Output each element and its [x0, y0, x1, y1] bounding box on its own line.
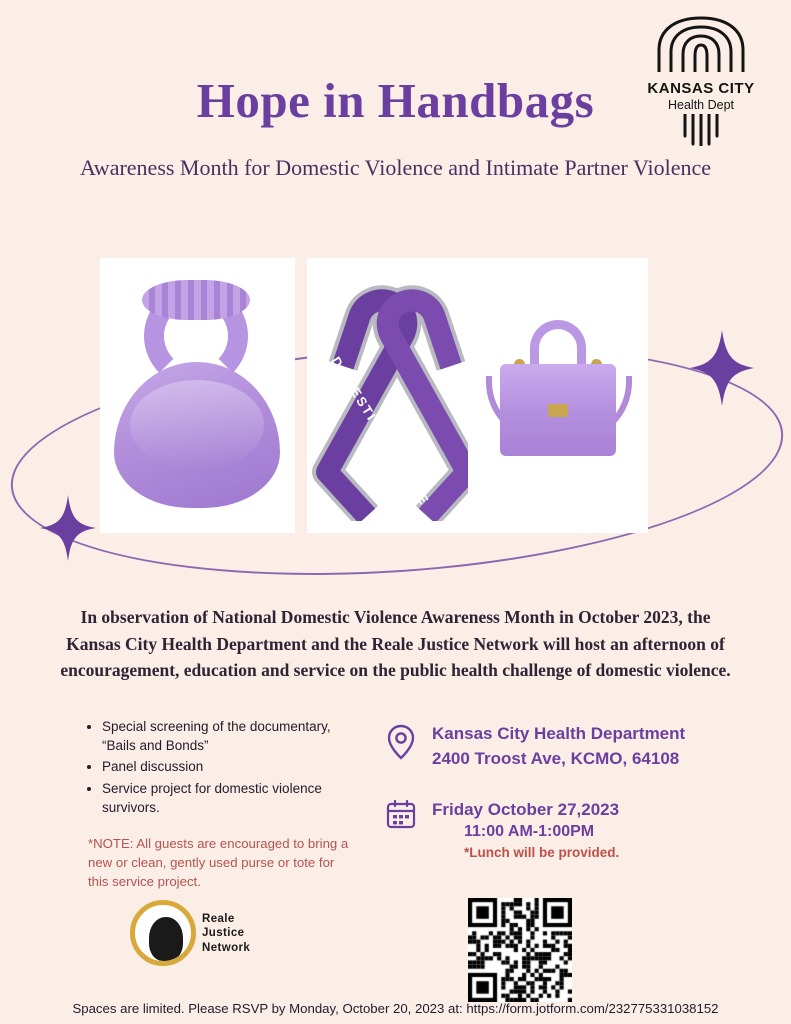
- calendar-icon: [386, 799, 418, 835]
- kc-logo-sub: Health Dept: [667, 97, 734, 112]
- rjn-silhouette-icon: [149, 917, 183, 961]
- event-details: [386, 722, 726, 886]
- kc-logo-name: KANSAS CITY: [647, 80, 755, 97]
- venue-name: Kansas City Health Department: [432, 724, 686, 743]
- ribbon-label: DOMESTIC VIOLENCE: [328, 354, 433, 509]
- lavender-slouchy-handbag: [100, 258, 295, 533]
- lavender-top-handle-mini-bag: [468, 258, 648, 533]
- list-item-text: Panel discussion: [102, 759, 204, 775]
- lede-paragraph: In observation of National Domestic Violence Awareness Month in October 2023, the Kansas City Health Department and the Reale Justice Network will host an afternoon of encouragement, education and service on the public health challenge of domestic violence.: [60, 607, 731, 681]
- mini-bag-handle: [530, 320, 586, 370]
- event-highlights-list: [84, 718, 354, 820]
- mini-bag-clasp: [548, 404, 568, 417]
- rjn-logo-mark: [130, 900, 196, 966]
- rjn-line2: Justice: [202, 927, 245, 940]
- rsvp-qr-code[interactable]: [468, 898, 572, 1002]
- list-item: [102, 758, 354, 777]
- mini-bag-flap: [500, 364, 616, 408]
- list-item-text: Service project for domestic violence survivors.: [102, 780, 322, 815]
- service-project-note: *NOTE: All guests are encouraged to bring a new or clean, gently used purse or tote for this service project.: [88, 836, 349, 890]
- rsvp-footer: Spaces are limited. Please RSVP by Monday, October 20, 2023 at: https://form.jotform.com/232775331038152: [72, 1001, 719, 1016]
- datetime-block: [386, 797, 726, 860]
- domestic-violence-awareness-ribbon: [307, 258, 485, 533]
- image-row: [0, 258, 791, 540]
- event-date: Friday October 27,2023: [432, 800, 620, 820]
- ribbon-icon: [307, 276, 485, 521]
- location-pin-icon: [386, 724, 418, 760]
- rjn-logo-text: [202, 912, 250, 955]
- page-title: Hope in Handbags: [196, 73, 595, 128]
- list-item: [102, 718, 354, 755]
- venue-block: [386, 722, 726, 771]
- reale-justice-network-logo: [130, 900, 270, 972]
- lunch-note: *Lunch will be provided.: [464, 844, 620, 860]
- rjn-line1: Reale: [202, 913, 235, 925]
- handbag-ruching: [142, 280, 250, 320]
- kc-logo-mark: [641, 14, 761, 76]
- page-subtitle: Awareness Month for Domestic Violence and Intimate Partner Violence: [79, 155, 712, 180]
- handbag-body: [114, 362, 280, 508]
- venue-address: 2400 Troost Ave, KCMO, 64108: [432, 748, 680, 768]
- rjn-line3: Network: [202, 941, 251, 954]
- list-item: [102, 780, 354, 817]
- list-item-text: Special screening of the documentary, “Bails and Bonds”: [102, 719, 331, 753]
- event-time: 11:00 AM-1:00PM: [464, 822, 595, 840]
